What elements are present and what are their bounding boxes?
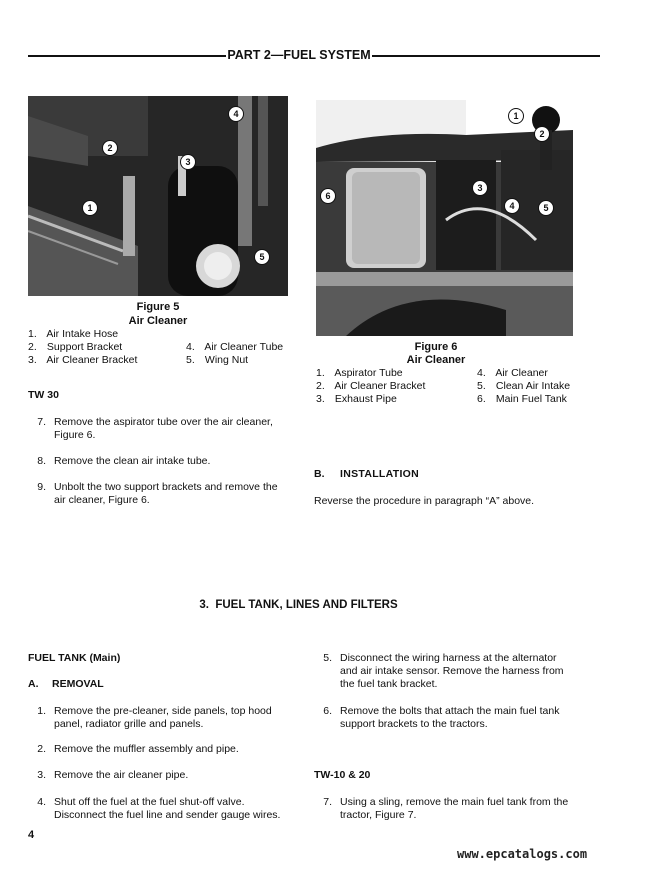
step-3: 3. Remove the air cleaner pipe.: [37, 769, 189, 781]
page-number: 4: [28, 829, 35, 841]
figure-5-title: Figure 5: [136, 301, 180, 313]
figure-6-legend-2: 2. Air Cleaner Bracket: [316, 380, 426, 392]
installation-text: Reverse the procedure in paragraph “A” above.: [314, 495, 535, 507]
figure-5-legend-1: 1. Air Intake Hose: [28, 328, 119, 340]
figure-6-legend-5: 5. Clean Air Intake: [477, 380, 571, 392]
step-8: 8. Remove the clean air intake tube.: [37, 455, 211, 467]
figure-5-callout-3: 3: [180, 154, 196, 170]
figure-6-subtitle: Air Cleaner: [406, 354, 466, 366]
figure-6-callout-2: 2: [534, 126, 550, 142]
tw10-20-heading: TW-10 & 20: [314, 769, 371, 781]
step-6: 6. Remove the bolts that attach the main fuel tank support brackets to the tractors.: [323, 705, 560, 730]
page-header-title: PART 2—FUEL SYSTEM: [227, 48, 371, 62]
figure-6-callout-4: 4: [504, 198, 520, 214]
figure-5-legend-5: 5. Wing Nut: [186, 354, 249, 366]
step-7-fuel-tank: 7. Using a sling, remove the main fuel tank from the tractor, Figure 7.: [323, 796, 569, 821]
figure-6-legend-4: 4. Air Cleaner: [477, 367, 548, 379]
figure-6-callout-1: 1: [508, 108, 524, 124]
step-5: 5. Disconnect the wiring harness at the alternator and air intake sensor. Remove the harness from the fuel tank bracket.: [323, 652, 564, 690]
figure-6-legend-6: 6. Main Fuel Tank: [477, 393, 567, 405]
fuel-tank-main-heading: FUEL TANK (Main): [28, 652, 121, 664]
figure-6-photo: [316, 100, 573, 336]
figure-5-callout-2: 2: [102, 140, 118, 156]
header-rule-left: [28, 55, 226, 57]
step-7: 7. Remove the aspirator tube over the air cleaner, Figure 6.: [37, 416, 273, 441]
removal-heading: REMOVAL: [52, 678, 104, 690]
step-9: 9. Unbolt the two support brackets and remove the air cleaner, Figure 6.: [37, 481, 278, 506]
figure-5-callout-5: 5: [254, 249, 270, 265]
figure-6-title: Figure 6: [414, 341, 458, 353]
section-title: 3. FUEL TANK, LINES AND FILTERS: [199, 599, 398, 611]
figure-6-callout-3: 3: [472, 180, 488, 196]
header-rule-right: [372, 55, 600, 57]
step-4: 4. Shut off the fuel at the fuel shut-off valve. Disconnect the fuel line and sender gauge wires.: [37, 796, 281, 821]
step-2: 2. Remove the muffler assembly and pipe.: [37, 743, 239, 755]
figure-6-callout-6: 6: [320, 188, 336, 204]
figure-5-legend-4: 4. Air Cleaner Tube: [186, 341, 284, 353]
air-cleaner-photo-image: [28, 96, 288, 296]
figure-6-legend-3: 3. Exhaust Pipe: [316, 393, 397, 405]
figure-6-callout-5: 5: [538, 200, 554, 216]
figure-6-legend-1: 1. Aspirator Tube: [316, 367, 403, 379]
removal-heading-number: A.: [28, 678, 39, 690]
figure-5-legend-3: 3. Air Cleaner Bracket: [28, 354, 138, 366]
figure-5-callout-4: 4: [228, 106, 244, 122]
figure-5-callout-1: 1: [82, 200, 98, 216]
tw30-heading: TW 30: [28, 389, 59, 401]
installation-heading-number: B.: [314, 468, 325, 480]
installation-heading: INSTALLATION: [340, 468, 420, 480]
watermark-text: www.epcatalogs.com: [457, 847, 588, 861]
figure-5-subtitle: Air Cleaner: [128, 315, 188, 327]
figure-5-legend-2: 2. Support Bracket: [28, 341, 123, 353]
figure-5-photo: [28, 96, 288, 296]
step-1: 1. Remove the pre-cleaner, side panels, top hood panel, radiator grille and panels.: [37, 705, 272, 730]
